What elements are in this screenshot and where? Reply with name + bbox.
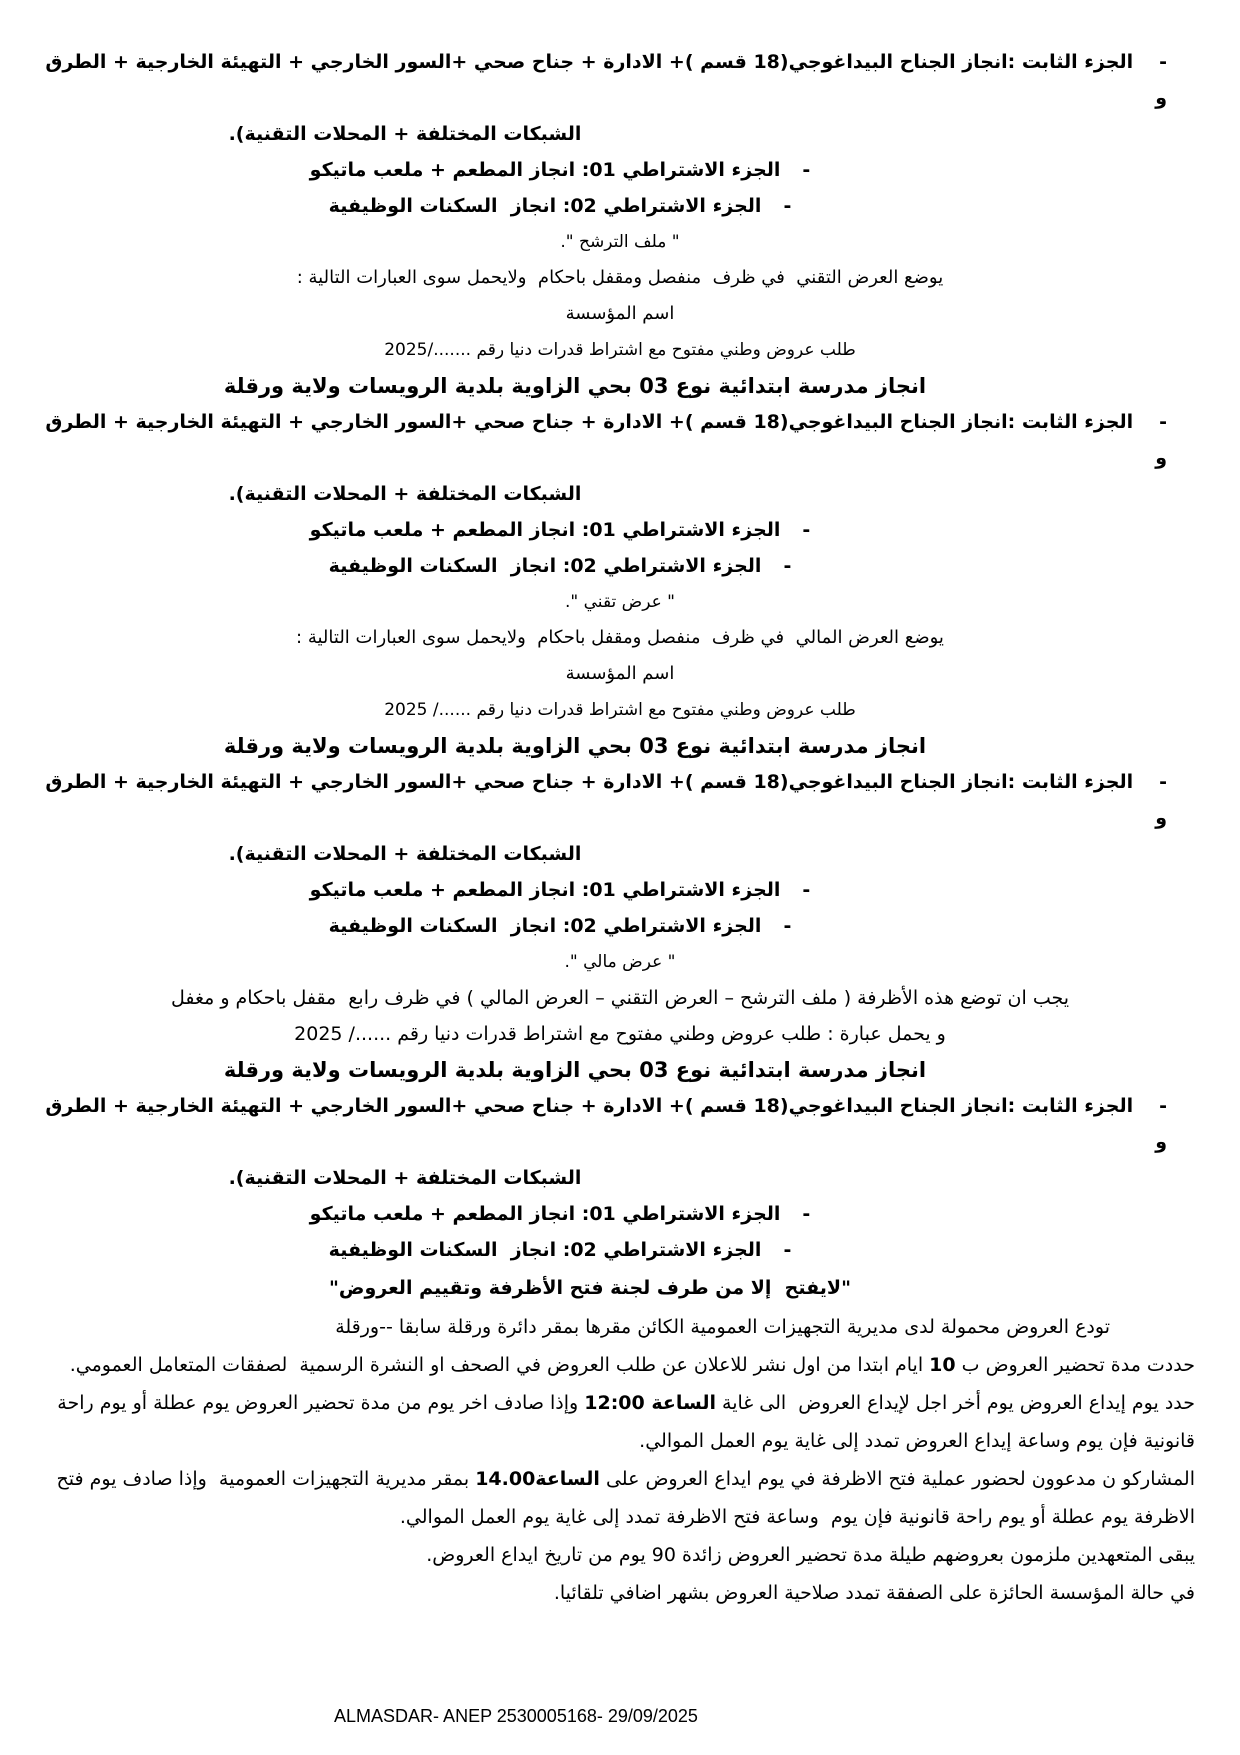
outer-envelope-note: يجب ان توضع هذه الأظرفة ( ملف الترشح – العرض التقني – العرض المالي ) في ظرف رابع مقفل باحكام و مغفل <box>170 987 1070 1009</box>
envelope-opening-time: الساعة14.00 <box>475 1468 600 1490</box>
conditional-part-1-line <box>45 1196 1195 1232</box>
dash-bullet: - <box>1159 411 1167 433</box>
preparation-period-paragraph <box>45 1346 1195 1384</box>
envelope-label-technical: " عرض تقني ". <box>565 592 675 612</box>
fixed-part-text: الجزء الثابت :انجاز الجناح البيداغوجي(18 قسم )+ الادارة + جناح صحي +السور الخارجي + التهيئة الخارجية + الطرق و <box>38 411 1167 469</box>
project-title-line: انجاز مدرسة ابتدائية نوع 03 بحي الزاوية بلدية الرويسات ولاية ورقلة <box>223 1058 927 1082</box>
fixed-part-text: الجزء الثابت :انجاز الجناح البيداغوجي(18 قسم )+ الادارة + جناح صحي +السور الخارجي + التهيئة الخارجية + الطرق و <box>38 771 1167 829</box>
dash-bullet: - <box>783 915 792 937</box>
financial-offer-intro: يوضع العرض المالي في ظرف منفصل ومقفل باحكام ولايحمل سوى العبارات التالية : <box>296 627 944 648</box>
submission-terms-section <box>45 1308 1195 1612</box>
tender-reference-line: طلب عروض وطني مفتوح مع اشتراط قدرات دنيا رقم ....../ 2025 <box>384 700 856 720</box>
candidacy-file-section <box>38 44 1195 260</box>
conditional-part-1-line <box>45 512 1195 548</box>
conditional-part-1-text: الجزء الاشتراطي 01: انجاز المطعم + ملعب ماتيكو <box>309 1203 781 1225</box>
company-name-line: اسم المؤسسة <box>565 663 675 684</box>
fixed-part-line <box>38 1088 1195 1160</box>
envelope-opening-paragraph <box>45 1460 1195 1536</box>
outer-envelope-section <box>38 980 1195 1308</box>
fixed-part-line <box>38 404 1195 476</box>
deposit-deadline-paragraph <box>45 1384 1195 1460</box>
dash-bullet: - <box>783 195 792 217</box>
conditional-part-2-text: الجزء الاشتراطي 02: انجاز السكنات الوظيفية <box>328 915 762 937</box>
project-title-line: انجاز مدرسة ابتدائية نوع 03 بحي الزاوية بلدية الرويسات ولاية ورقلة <box>223 734 927 758</box>
company-name-line: اسم المؤسسة <box>565 303 675 324</box>
fixed-part-text: الجزء الثابت :انجاز الجناح البيداغوجي(18 قسم )+ الادارة + جناح صحي +السور الخارجي + التهيئة الخارجية + الطرق و <box>38 1095 1167 1153</box>
fixed-part-continuation: الشبكات المختلفة + المحلات التقنية). <box>228 843 582 865</box>
validity-paragraph: يبقى المتعهدين ملزمون بعروضهم طيلة مدة تحضير العروض زائدة 90 يوم من تاريخ ايداع العروض. <box>426 1544 1195 1566</box>
envelope-label-candidacy: " ملف الترشح ". <box>560 232 680 252</box>
envelope-label-financial: " عرض مالي ". <box>564 952 676 972</box>
conditional-part-1-text: الجزء الاشتراطي 01: انجاز المطعم + ملعب ماتيكو <box>309 519 781 541</box>
conditional-part-1-text: الجزء الاشتراطي 01: انجاز المطعم + ملعب ماتيكو <box>309 879 781 901</box>
conditional-part-2-line <box>45 188 1195 224</box>
awarded-extension-paragraph: في حالة المؤسسة الحائزة على الصفقة تمدد صلاحية العروض بشهر اضافي تلقائيا. <box>553 1582 1195 1604</box>
dash-bullet: - <box>1159 1095 1167 1117</box>
conditional-part-2-line <box>45 908 1195 944</box>
technical-offer-section <box>38 260 1195 620</box>
open-only-notice: "لايفتح إلا من طرف لجنة فتح الأظرفة وتقييم العروض" <box>329 1277 851 1299</box>
deposit-location-paragraph: تودع العروض محمولة لدى مديرية التجهيزات العمومية الكائن مقرها بمقر دائرة ورقلة سابقا --ورقلة <box>335 1316 1110 1338</box>
dash-bullet: - <box>802 1203 811 1225</box>
preparation-days-value: 10 <box>929 1354 956 1376</box>
dash-bullet: - <box>802 159 811 181</box>
fixed-part-continuation: الشبكات المختلفة + المحلات التقنية). <box>228 1167 582 1189</box>
conditional-part-2-text: الجزء الاشتراطي 02: انجاز السكنات الوظيفية <box>328 1239 762 1261</box>
preparation-period-post: ايام ابتدا من اول نشر للاعلان عن طلب العروض في الصحف او النشرة الرسمية لصفقات المتعامل العمومي. <box>69 1354 930 1376</box>
tender-reference-line: طلب عروض وطني مفتوح مع اشتراط قدرات دنيا رقم ......./2025 <box>384 340 856 360</box>
fixed-part-text: الجزء الثابت :انجاز الجناح البيداغوجي(18 قسم )+ الادارة + جناح صحي +السور الخارجي + التهيئة الخارجية + الطرق و <box>38 51 1167 109</box>
preparation-period-pre: حددت مدة تحضير العروض ب <box>955 1354 1195 1376</box>
conditional-part-1-text: الجزء الاشتراطي 01: انجاز المطعم + ملعب ماتيكو <box>309 159 781 181</box>
deposit-deadline-time: الساعة 12:00 <box>584 1392 716 1414</box>
project-title-line: انجاز مدرسة ابتدائية نوع 03 بحي الزاوية بلدية الرويسات ولاية ورقلة <box>223 374 927 398</box>
bears-phrase-line: و يحمل عبارة : طلب عروض وطني مفتوح مع اشتراط قدرات دنيا رقم ....../ 2025 <box>294 1023 946 1045</box>
conditional-part-2-line <box>45 1232 1195 1268</box>
dash-bullet: - <box>802 879 811 901</box>
dash-bullet: - <box>1159 771 1167 793</box>
dash-bullet: - <box>1159 51 1167 73</box>
fixed-part-continuation: الشبكات المختلفة + المحلات التقنية). <box>228 123 582 145</box>
dash-bullet: - <box>802 519 811 541</box>
conditional-part-2-line <box>45 548 1195 584</box>
envelope-opening-post: بمقر مديرية التجهيزات العمومية وإذا صادف يوم فتح الاظرفة يوم عطلة أو يوم راحة قانونية فإن يوم وساعة فتح الاظرفة تمدد إلى غاية يوم العمل الموالي. <box>50 1468 1195 1528</box>
dash-bullet: - <box>783 555 792 577</box>
fixed-part-line <box>38 764 1195 836</box>
fixed-part-continuation: الشبكات المختلفة + المحلات التقنية). <box>228 483 582 505</box>
conditional-part-1-line <box>45 152 1195 188</box>
conditional-part-1-line <box>45 872 1195 908</box>
deposit-deadline-pre: حدد يوم إيداع العروض يوم أخر اجل لإيداع العروض الى غاية <box>715 1392 1195 1414</box>
technical-offer-intro: يوضع العرض التقني في ظرف منفصل ومقفل باحكام ولايحمل سوى العبارات التالية : <box>296 267 944 288</box>
envelope-opening-pre: المشاركو ن مدعوون لحضور عملية فتح الاظرفة في يوم ايداع العروض على <box>599 1468 1195 1490</box>
footer-anep-reference: ALMASDAR- ANEP 2530005168- 29/09/2025 <box>334 1706 698 1726</box>
conditional-part-2-text: الجزء الاشتراطي 02: انجاز السكنات الوظيفية <box>328 195 762 217</box>
fixed-part-line <box>38 44 1195 116</box>
financial-offer-section <box>38 620 1195 980</box>
conditional-part-2-text: الجزء الاشتراطي 02: انجاز السكنات الوظيفية <box>328 555 762 577</box>
dash-bullet: - <box>783 1239 792 1261</box>
deposit-deadline-post: وإذا صادف اخر يوم من مدة تحضير العروض يوم عطلة أو يوم راحة قانونية فإن يوم وساعة إيداع العروض تمدد إلى غاية يوم العمل الموالي. <box>51 1392 1195 1452</box>
